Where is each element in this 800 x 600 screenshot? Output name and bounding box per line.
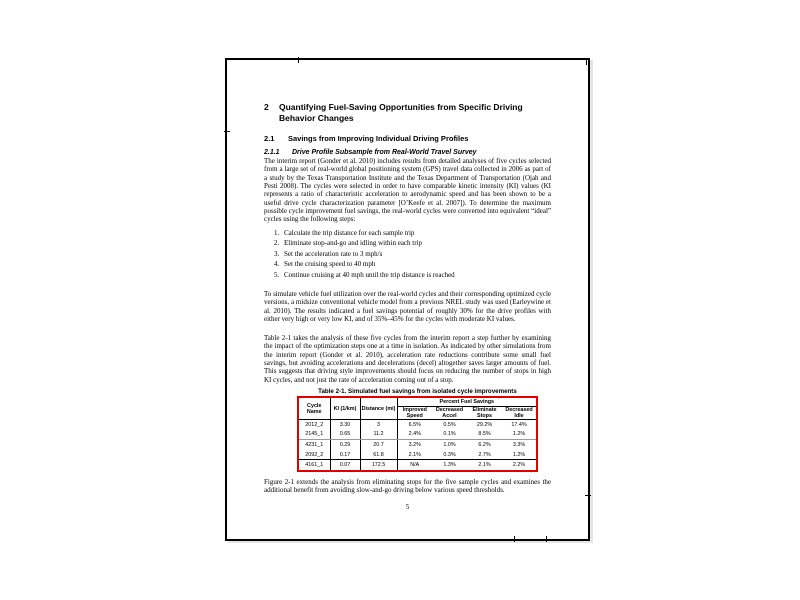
cell-improved-speed: 6.5% (408, 421, 421, 428)
cell-cycle-name: 2012_2 (299, 420, 330, 430)
col-header-decreased-idle: Decreased Idle (502, 407, 536, 420)
cell-distance: 11.2 (360, 430, 397, 440)
list-item (274, 239, 544, 247)
subsection-heading (264, 134, 551, 143)
list-item-text: Calculate the trip distance for each sample trip (284, 229, 415, 237)
crop-mark-bottom-left (514, 536, 515, 542)
page-number: 5 (405, 503, 410, 511)
list-item (274, 250, 544, 258)
section-number: 2 (264, 102, 269, 112)
cell-improved-speed: 3.2% (408, 441, 421, 448)
cell-cycle-name: 4231_1 (299, 440, 330, 450)
cell-cycle-name: 2145_1 (299, 430, 330, 440)
list-item (274, 260, 544, 268)
cell-eliminate-stops: 2.7% (467, 450, 502, 460)
crop-mark-top-left (298, 57, 299, 63)
table-row (299, 460, 536, 470)
col-header-ki: KI (1/km) (330, 398, 360, 420)
cell-distance: 3 (360, 420, 397, 430)
list-item-text: Set the acceleration rate to 3 mph/s (284, 249, 383, 258)
cell-eliminate-stops: 6.2% (478, 441, 491, 448)
table-caption: Table 2-1. Simulated fuel savings from isolated cycle improvements (318, 388, 517, 395)
subsection-title: Savings from Improving Individual Driving Profiles (288, 134, 469, 143)
table-row (299, 430, 536, 440)
col-header-distance: Distance (mi) (360, 398, 397, 420)
col-header-improved-speed: Improved Speed (397, 407, 432, 420)
list-item-text: Continue cruising at 40 mph until the trip distance is reached (284, 270, 455, 279)
cell-eliminate-stops: 2.1% (478, 462, 491, 469)
list-item-number: 5. (274, 270, 280, 279)
cell-eliminate-stops: 29.2% (476, 421, 493, 428)
cell-ki: 0.07 (330, 460, 360, 470)
cell-ki: 0.17 (330, 450, 360, 460)
table-highlight-box (297, 396, 538, 472)
cell-decreased-accel: 0.3% (432, 450, 467, 460)
list-item (274, 271, 544, 279)
cell-improved-speed: N/A (410, 462, 420, 469)
cell-ki: 3.30 (330, 420, 360, 430)
cell-decreased-idle: 2.2% (512, 462, 526, 469)
cell-decreased-idle: 1.2% (502, 430, 536, 440)
cell-decreased-accel: 1.0% (443, 441, 456, 448)
crop-mark-right (585, 495, 591, 496)
cell-decreased-accel: 1.3% (443, 462, 456, 469)
list-item-number: 2. (274, 239, 280, 248)
list-item (274, 229, 544, 237)
table-row (299, 420, 536, 430)
col-header-group-percent-fuel-savings: Percent Fuel Savings (397, 398, 536, 407)
list-item-number: 1. (274, 229, 280, 237)
subsubsection-number: 2.1.1 (264, 149, 280, 156)
table-row (299, 440, 536, 450)
cell-distance: 61.8 (360, 450, 397, 460)
cell-decreased-idle: 17.4% (511, 421, 527, 428)
table-row (299, 450, 536, 460)
cell-decreased-accel: 0.5% (443, 421, 456, 428)
cell-ki: 0.29 (330, 440, 360, 450)
cell-cycle-name: 4161_1 (299, 460, 330, 470)
paragraph-figure-intro: Figure 2-1 extends the analysis from eliminating stops for the five sample cycles and examines the additional benefit from avoiding slow-and-go driving below various speed thresholds. (264, 478, 551, 495)
paragraph-table-discussion: Table 2-1 takes the analysis of these five cycles from the interim report a step further by examining the impact of the optimization steps one at a time in isolation. As indicated by other simulations from the interim report (Gonder et al. 2010), acceleration rate reductions contribute some small fuel savings, but avoiding accelerations and decelerations (decel) altogether saves larger amounts of fuel. This suggests that driving style improvements should focus on reducing the number of stops in high KI cycles, and not just the rate of acceleration coming out of a stop. (264, 334, 551, 384)
paragraph-intro: The interim report (Gonder et al. 2010) includes results from detailed analyses of five cycles selected from a large set of real-world global positioning system (GPS) travel data collected in 2006 as part of a study by the Texas Transportation Institute and the Texas Department of Transportation (Ojah and Pesti 2008). The cycles were selected in order to have comparable kinetic intensity (KI) values (KI represents a ratio of characteristic acceleration to aerodynamic speed and has been shown to be a useful drive cycle characterization parameter [O’Keefe et al. 2007]). To determine the maximum possible cycle improvement fuel savings, the real-world cycles were converted into equivalent “ideal” cycles using the following steps: (264, 157, 551, 224)
list-item-number: 3. (274, 249, 280, 258)
col-header-cycle-name: Cycle Name (299, 398, 330, 420)
subsubsection-title: Drive Profile Subsample from Real-World Travel Survey (292, 149, 477, 156)
paragraph-simulation-results: To simulate vehicle fuel utilization over the real-world cycles and their corresponding optimized cycle versions, a midsize conventional vehicle model from a previous NREL study was used (Earleywine et al. 2010). The results indicated a fuel savings potential of roughly 30% for the drive profiles with either very high or very low KI, and of 35%–45% for the cycles with moderate KI values. (264, 290, 551, 324)
section-title: Quantifying Fuel-Saving Opportunities from Specific Driving Behavior Changes (279, 102, 523, 123)
ideal-cycle-steps-list (274, 229, 544, 281)
list-item-number: 4. (274, 260, 280, 269)
cell-decreased-idle: 3.3% (512, 441, 526, 448)
crop-mark-bottom-right (546, 536, 547, 542)
document-page-sheet (225, 58, 590, 541)
crop-mark-top-right (586, 59, 587, 65)
crop-mark-left (224, 131, 230, 132)
cell-decreased-accel: 0.1% (432, 430, 467, 440)
list-item-text: Eliminate stop-and-go and idling within each trip (284, 239, 423, 248)
fuel-savings-table (299, 398, 536, 470)
cell-distance: 172.5 (360, 460, 397, 470)
cell-improved-speed: 2.4% (397, 430, 432, 440)
section-heading (264, 102, 551, 124)
subsubsection-heading (264, 148, 551, 157)
cell-eliminate-stops: 8.5% (467, 430, 502, 440)
list-item-text: Set the cruising speed to 40 mph (284, 260, 376, 269)
col-header-eliminate-stops: Eliminate Stops (467, 407, 502, 420)
cell-improved-speed: 2.1% (397, 450, 432, 460)
subsection-number: 2.1 (264, 134, 275, 143)
cell-decreased-idle: 1.2% (502, 450, 536, 460)
cell-ki: 0.65 (330, 430, 360, 440)
cell-cycle-name: 2092_2 (299, 450, 330, 460)
col-header-decreased-accel: Decreased Accel (432, 407, 467, 420)
cell-distance: 20.7 (360, 440, 397, 450)
